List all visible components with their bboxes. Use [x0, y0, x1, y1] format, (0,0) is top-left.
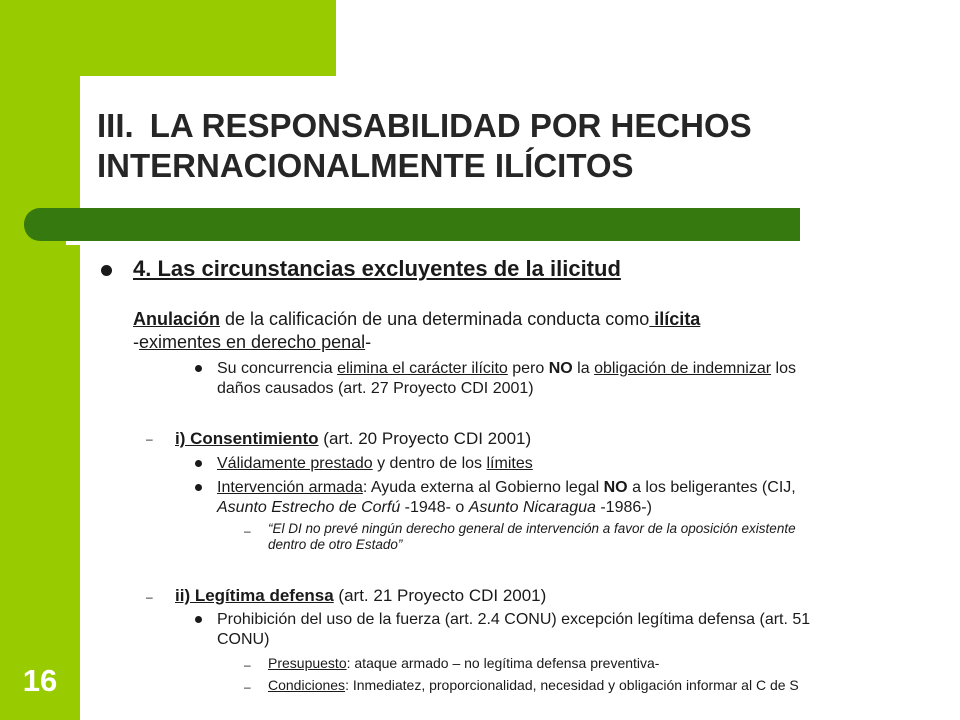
quote-line-2: dentro de otro Estado”	[268, 537, 403, 552]
title-line-2: INTERNACIONALMENTE ILÍCITOS	[97, 147, 634, 184]
dash-marker: –	[146, 590, 153, 604]
bullet-dot	[195, 460, 202, 467]
dash-marker: –	[244, 680, 251, 694]
condiciones-line: Condiciones: Inmediatez, proporcionalidad, necesidad y obligación informar al C de S	[268, 677, 799, 693]
title-line-1: LA RESPONSABILIDAD POR HECHOS	[149, 107, 752, 144]
section-heading: 4. Las circunstancias excluyentes de la ilicitud	[133, 256, 621, 281]
consentimiento-bullet-1: Válidamente prestado y dentro de los límites	[217, 455, 533, 472]
legitima-bullet-1-line-1: Prohibición del uso de la fuerza (art. 2.4 CONU) excepción legítima defensa (art. 51	[217, 611, 811, 628]
bullet-dot	[101, 265, 112, 276]
title-numeral: III.	[97, 107, 134, 144]
note-line-2: daños causados (art. 27 Proyecto CDI 2001)	[217, 380, 534, 397]
consentimiento-heading: i) Consentimiento (art. 20 Proyecto CDI 2001)	[175, 429, 532, 448]
dash-marker: –	[244, 524, 251, 538]
term-eximentes: eximentes en derecho penal	[139, 332, 366, 352]
term-anulacion: Anulación	[133, 309, 221, 329]
bullet-dot	[195, 484, 202, 491]
consentimiento-bullet-2-line-1: Intervención armada: Ayuda externa al Gobierno legal NO a los beligerantes (CIJ,	[217, 479, 796, 496]
dash-marker: –	[244, 658, 251, 672]
legitima-bullet-1-line-2: CONU)	[217, 631, 270, 648]
page-number: 16	[22, 663, 58, 698]
presupuesto-line: Presupuesto: ataque armado – no legítima defensa preventiva-	[268, 655, 660, 671]
term-ilicita: ilícita	[649, 309, 701, 329]
definition-line-1: Anulación de la calificación de una determinada conducta como ilícita	[133, 309, 701, 329]
bullet-dot	[195, 365, 202, 372]
legitima-heading: ii) Legítima defensa (art. 21 Proyecto CDI 2001)	[175, 586, 547, 605]
note-line-1: Su concurrencia elimina el carácter ilícito pero NO la obligación de indemnizar los	[217, 360, 796, 377]
quote-line-1: “El DI no prevé ningún derecho general de intervención a favor de la oposición existente	[268, 521, 796, 536]
definition-line-2: -eximentes en derecho penal-	[133, 332, 372, 352]
consentimiento-bullet-2-line-2: Asunto Estrecho de Corfú -1948- o Asunto Nicaragua -1986-)	[217, 499, 652, 516]
bullet-dot	[195, 616, 202, 623]
dash-marker: –	[146, 432, 153, 446]
